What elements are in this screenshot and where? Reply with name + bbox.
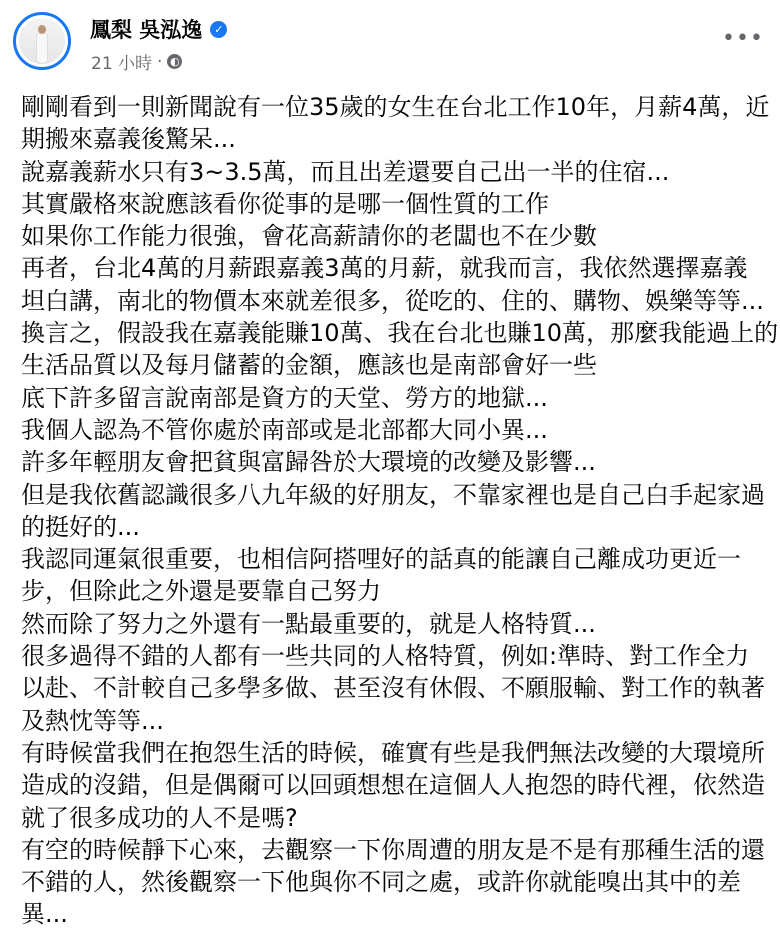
post-text-line: 及熱忱等等... [21,706,164,735]
post-text-line: 再者，台北4萬的月薪跟嘉義3萬的月薪，就我而言，我依然選擇嘉義 [21,254,748,283]
meta-separator: · [157,51,163,72]
post-text-line: 就了很多成功的人不是嗎? [21,803,298,832]
post-text-line: 其實嚴格來說應該看你從事的是哪一個性質的工作 [21,189,549,218]
post-text-line: 換言之，假設我在嘉義能賺10萬、我在台北也賺10萬，那麼我能過上的 [21,319,779,348]
post-time[interactable]: 21 小時 [91,54,153,74]
post-text-line: 我個人認為不管你處於南部或是北部都大同小異... [21,415,548,444]
post-text-line: 異... [21,900,68,929]
post-text-line: 不錯的人，然後觀察一下他與你不同之處，或許你就能嗅出其中的差 [21,868,741,897]
post-text-line: 很多過得不錯的人都有一些共同的人格特質，例如:準時、對工作全力 [21,642,750,671]
post-text-line: 然而除了努力之外還有一點最重要的，就是人格特質... [21,609,596,638]
author-name[interactable]: 鳳梨 吳泓逸 [90,18,203,42]
avatar-figure-body [37,33,47,63]
verified-badge-icon: ✓ [210,21,227,38]
post-text-line: 我認同運氣很重要，也相信阿搭哩好的話真的能讓自己離成功更近一 [21,545,741,574]
post-text-line: 如果你工作能力很強，會花高薪請你的老闆也不在少數 [21,222,597,251]
post-text-line: 底下許多留言說南部是資方的天堂、勞方的地獄... [21,383,548,412]
globe-icon[interactable]: ◐ [167,54,182,69]
post-text-line: 生活品質以及每月儲蓄的金額，應該也是南部會好一些 [21,351,597,380]
post-text-line: 剛剛看到一則新聞說有一位35歲的女生在台北工作10年，月薪4萬，近 [21,93,770,121]
post-text-line: 說嘉義薪水只有3~3.5萬，而且出差還要自己出一半的住宿... [21,157,670,186]
post-text-line: 步，但除此之外還是要靠自己努力 [21,577,381,606]
post-text-line: 有時候當我們在抱怨生活的時候，確實有些是我們無法改變的大環境所 [21,738,765,767]
post-text-line: 期搬來嘉義後驚呆... [21,125,236,154]
more-options-icon[interactable]: ••• [722,26,764,51]
avatar[interactable] [13,12,71,70]
author-name-row [90,14,227,44]
post-text-line: 但是我依舊認識很多八九年級的好朋友，不靠家裡也是自己白手起家過 [21,480,765,509]
avatar-figure-head [38,25,46,34]
post-text-line: 許多年輕朋友會把貧與富歸咎於大環境的改變及影響... [21,448,596,477]
post-meta [91,49,182,74]
post-text-line: 造成的沒錯，但是偶爾可以回頭想想在這個人人抱怨的時代裡，依然造 [21,771,765,800]
post-text-line: 坦白講，南北的物價本來就差很多，從吃的、住的、購物、娛樂等等... [21,286,764,315]
post-body [21,91,779,931]
post-text-line: 的挺好的... [21,512,140,541]
post-text-line: 有空的時候靜下心來，去觀察一下你周遭的朋友是不是有那種生活的還 [21,835,765,864]
post-text-line: 以赴、不計較自己多學多做、甚至沒有休假、不願服輸、對工作的執著 [21,674,765,703]
